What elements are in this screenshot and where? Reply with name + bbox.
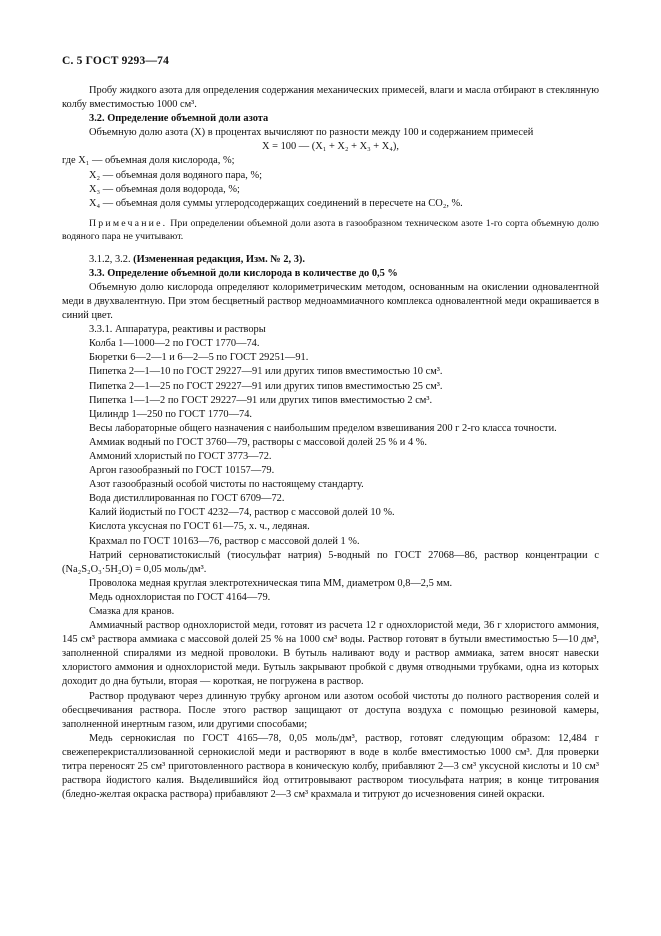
section-number: 3.2. (89, 113, 105, 125)
item-copper-wire: Проволока медная круглая электротехническая типа ММ, диаметром 0,8—2,5 мм. (89, 577, 453, 589)
edit-text: (Измененная редакция, Изм. № 2, 3). (133, 253, 305, 265)
paragraph-sampling: Пробу жидкого азота для определения содержания механических примесей, влаги и масла отбирают в стеклянную колбу вместимостью 1000 см³. (62, 85, 599, 111)
item-ammonium-chloride: Аммоний хлористый по ГОСТ 3773—72. (89, 450, 272, 462)
note (62, 217, 599, 244)
item-copper-chloride: Медь однохлористая по ГОСТ 4164—79. (89, 591, 271, 603)
note-text: При определении объемной доли азота в газообразном техническом азоте 1-го сорта объемную долю водяного пара не учитывают. (62, 217, 599, 243)
item-pipette-25: Пипетка 2—1—25 по ГОСТ 29227—91 или других типов вместимостью 25 см³. (89, 380, 443, 392)
paragraph-ammoniac-solution: Аммиачный раствор однохлористой меди, готовят из расчета 12 г однохлористой меди, 36 г хлористого аммония, 145 см³ раствора аммиака с массовой долей 25 % на 1000 см³ воды. Раствор готовят в бутыли вместимостью 5—10 дм³, заполненной спиралями из медной проволоки. В бутыль наливают воду и раствор аммиака, затем вносят навески хлористого аммония и однохлористой меди. Бутыль закрывают пробкой с двумя отводными трубками, одна из которых доходит до дна бутыли, вторая — короткая, не погружена в раствор. (62, 620, 599, 688)
item-nitrogen: Азот газообразный особой чистоты по настоящему стандарту. (89, 479, 364, 491)
item-acetic-acid: Кислота уксусная по ГОСТ 61—75, х. ч., ледяная. (89, 521, 310, 533)
section-3-3-heading (62, 267, 599, 281)
section-3-2-heading (62, 112, 599, 126)
definition-x2: X₂ — объемная доля водяного пара, %; (89, 169, 263, 181)
edit-ref: 3.1.2, 3.2. (89, 253, 131, 265)
formula: X = 100 — (X₁ + X₂ + X₃ + X₄), (262, 141, 399, 153)
item-equipment-header: 3.3.1. Аппаратура, реактивы и растворы (89, 324, 266, 336)
item-grease: Смазка для кранов. (89, 606, 175, 617)
spacer (62, 244, 599, 253)
item-ammonia: Аммиак водный по ГОСТ 3760—79, растворы с массовой долей 25 % и 4 %. (89, 436, 427, 448)
page-header: С. 5 ГОСТ 9293—74 (62, 55, 170, 67)
paragraph-nitrogen: Объемную долю азота (X) в процентах вычисляют по разности между 100 и содержанием примесей (89, 127, 534, 139)
document-body (62, 84, 599, 802)
definition-x1: где X₁ — объемная доля кислорода, %; (62, 155, 235, 167)
item-potassium-iodide: Калий йодистый по ГОСТ 4232—74, раствор с массовой долей 10 %. (89, 507, 395, 519)
item-flask: Колба 1—1000—2 по ГОСТ 1770—74. (89, 338, 260, 350)
item-starch: Крахмал по ГОСТ 10163—76, раствор с массовой долей 1 %. (89, 535, 360, 547)
note-label: Примечание. (89, 217, 168, 229)
item-scales: Весы лабораторные общего назначения с наибольшим пределом взвешивания 200 г 2-го класса точности. (89, 422, 557, 434)
paragraph-oxygen: Объемную долю кислорода определяют колориметрическим методом, основанным на окислении одновалентной меди в двухвалентную. При этом бесцветный раствор медноаммиачного комплекса одновалентной меди окрашивается в синий цвет. (62, 281, 599, 322)
paragraph-copper-sulfate: Медь сернокислая по ГОСТ 4165—78, 0,05 моль/дм³, раствор, готовят следующим образом: 12,484 г свежеперекристаллизованной сернокислой меди и растворяют в воде в колбе вместимостью 1000 см³. Для проверки титра переносят 25 см³ приготовленного раствора в коническую колбу, прибавляют 2—3 см³ уксусной кислоты и 10 см³ раствора йодистого калия. Выделившийся йод оттитровывают раствором тиосульфата натрия; в конце титрования (бледно-желтая окраска раствора) прибавляют 2—3 см³ крахмала и титруют до исчезновения синей окраски. (62, 732, 599, 801)
paragraph-purging: Раствор продувают через длинную трубку аргоном или азотом особой чистоты до полного растворения солей и обесцвечивания раствора. После этого раствор защищают от доступа воздуха с помощью резиновой камеры, заполненной инертным газом, или другими способами; (62, 690, 599, 730)
section-title: Определение объемной доли кислорода в количестве до 0,5 % (107, 267, 398, 279)
section-number: 3.3. (89, 267, 105, 279)
edit-note (62, 253, 599, 267)
item-water: Вода дистиллированная по ГОСТ 6709—72. (89, 493, 285, 505)
item-argon: Аргон газообразный по ГОСТ 10157—79. (89, 465, 275, 477)
item-sodium-thiosulfate: Натрий серноватистокислый (тиосульфат натрия) 5-водный по ГОСТ 27068—86, раствор концентрации c (Na₂S₂O₃·5H₂O) = 0,05 моль/дм³. (62, 549, 599, 575)
item-cylinder: Цилиндр 1—250 по ГОСТ 1770—74. (89, 408, 252, 420)
definition-x3: X₃ — объемная доля водорода, %; (89, 183, 240, 195)
section-title: Определение объемной доли азота (107, 113, 269, 125)
item-pipette-2: Пипетка 1—1—2 по ГОСТ 29227—91 или других типов вместимостью 2 см³. (89, 394, 433, 406)
item-pipette-10: Пипетка 2—1—10 по ГОСТ 29227—91 или других типов вместимостью 10 см³. (89, 366, 443, 378)
item-burettes: Бюретки 6—2—1 и 6—2—5 по ГОСТ 29251—91. (89, 352, 309, 364)
definition-x4: X₄ — объемная доля суммы углеродсодержащих соединений в пересчете на CO₂, %. (89, 197, 463, 209)
